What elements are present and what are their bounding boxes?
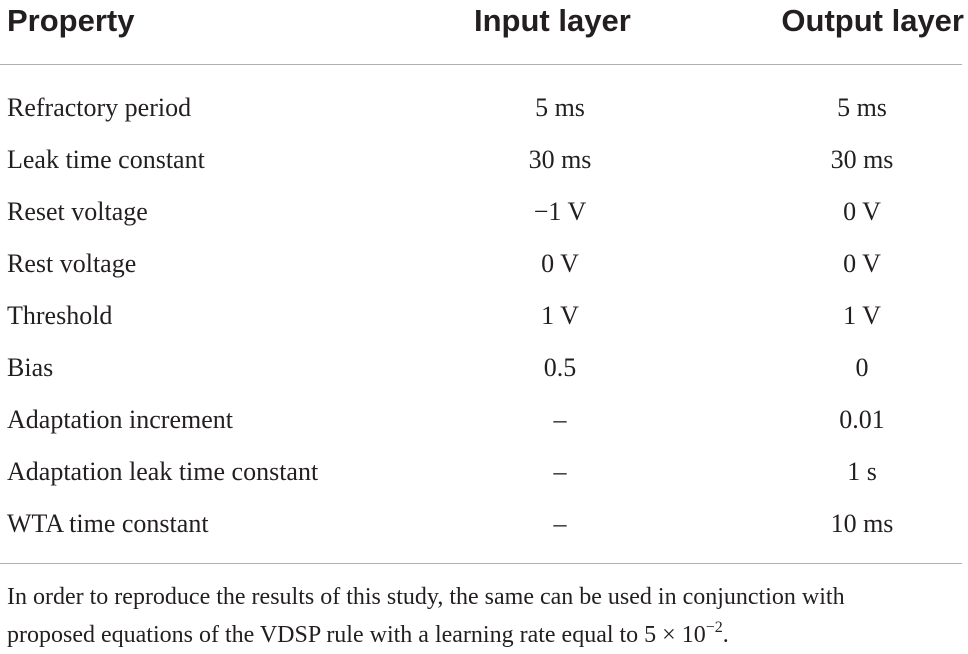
header-input-layer: Input layer: [474, 3, 631, 38]
output-layer-cell: 30 ms: [830, 145, 894, 174]
footnote-line-2-text: proposed equations of the VDSP rule with a learning rate equal to 5 × 10: [7, 622, 706, 648]
property-cell: Threshold: [7, 301, 113, 330]
output-layer-cell: 10 ms: [830, 509, 894, 538]
footnote-line-2: [7, 616, 965, 654]
property-cell: Rest voltage: [7, 249, 137, 278]
table-bottom-divider: [0, 563, 962, 564]
table-header-row: [0, 0, 968, 44]
input-layer-cell: −1 V: [533, 197, 587, 226]
output-layer-cell: 0 V: [843, 249, 881, 278]
output-layer-cell: 1 s: [847, 457, 877, 486]
input-layer-cell: –: [553, 509, 567, 538]
input-layer-cell: 30 ms: [528, 145, 592, 174]
property-cell: Reset voltage: [7, 197, 148, 226]
table-body: [0, 82, 968, 550]
table-row: [0, 290, 968, 342]
property-cell: WTA time constant: [7, 509, 209, 538]
property-cell: Refractory period: [7, 93, 192, 122]
output-layer-cell: 0 V: [843, 197, 881, 226]
table-row: [0, 342, 968, 394]
footnote-line-1: In order to reproduce the results of this study, the same can be used in conjunction with: [7, 584, 845, 610]
table-row: [0, 186, 968, 238]
header-output-layer: Output layer: [781, 3, 964, 38]
footnote-exponent: −2: [705, 619, 723, 636]
table-row: [0, 82, 968, 134]
table-row: [0, 394, 968, 446]
property-cell: Adaptation increment: [7, 405, 233, 434]
table-row: [0, 134, 968, 186]
table-footnote: [7, 578, 965, 654]
property-cell: Bias: [7, 353, 54, 382]
output-layer-cell: 0.01: [839, 405, 885, 434]
table-row: [0, 498, 968, 550]
output-layer-cell: 5 ms: [837, 93, 887, 122]
header-divider: [0, 64, 962, 65]
output-layer-cell: 1 V: [843, 301, 881, 330]
output-layer-cell: 0: [855, 353, 869, 382]
input-layer-cell: –: [553, 405, 567, 434]
footnote-period: .: [722, 622, 729, 648]
header-property: Property: [7, 3, 135, 38]
table-row: [0, 446, 968, 498]
input-layer-cell: 0 V: [541, 249, 579, 278]
input-layer-cell: 0.5: [543, 353, 577, 382]
property-cell: Leak time constant: [7, 145, 205, 174]
input-layer-cell: –: [553, 457, 567, 486]
input-layer-cell: 1 V: [541, 301, 579, 330]
input-layer-cell: 5 ms: [535, 93, 585, 122]
table-row: [0, 238, 968, 290]
property-cell: Adaptation leak time constant: [7, 457, 319, 486]
